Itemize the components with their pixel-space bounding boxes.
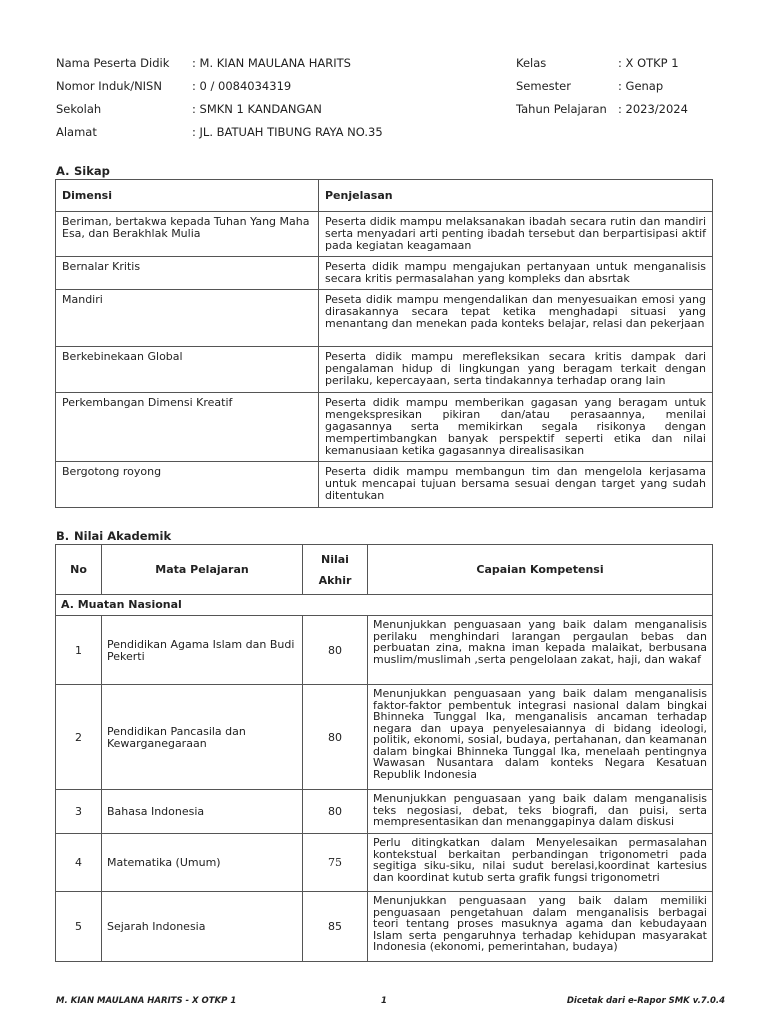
nilai-cell: 80 [303, 685, 368, 790]
akademik-row [56, 790, 713, 834]
info-row [56, 123, 716, 146]
school-label: Sekolah [56, 102, 102, 116]
nilai-cell: 85 [303, 892, 368, 962]
section-title-text: Sikap [74, 164, 110, 178]
capaian-cell: Menunjukkan penguasaan yang baik dalam menganalisis teks negosiasi, debat, teks biografi, dan puisi, serta mempresentasikan dan menanggapinya dalam diskusi [368, 790, 713, 834]
section-akademik-title [56, 529, 171, 543]
penjelasan-cell: Peserta didik mampu memberikan gagasan yang beragam untuk mengekspresikan pikiran dan/atau perasaannya, menilai gagasannya serta memikirkan segala risikonya dengan mempertimbangkan banyak perspektif seperti etika dan nilai kemanusiaan ketika gagasannya direalisasikan [319, 393, 713, 462]
group-row [56, 595, 713, 616]
sikap-table [55, 179, 713, 508]
address-value: : JL. BATUAH TIBUNG RAYA NO.35 [192, 125, 383, 139]
akademik-table [55, 544, 713, 962]
sikap-row [56, 462, 713, 508]
footer-student: M. KIAN MAULANA HARITS - X OTKP 1 [56, 996, 237, 1006]
dimensi-cell: Beriman, bertakwa kepada Tuhan Yang Maha Esa, dan Berakhlak Mulia [56, 212, 319, 257]
nilai-cell: 80 [303, 616, 368, 685]
year-label: Tahun Pelajaran [516, 102, 607, 116]
address-label: Alamat [56, 125, 97, 139]
capaian-cell: Perlu ditingkatkan dalam Menyelesaikan permasalahan kontekstual berkaitan perbandingan trigonometri pada segitiga siku-siku, nilai sudut berelasi,koordinat kartesius dan koordinat kutub serta grafik fungsi trigonometri [368, 834, 713, 892]
mapel-cell: Matematika (Umum) [102, 834, 303, 892]
section-title-text: Nilai Akademik [74, 529, 172, 543]
mapel-cell: Bahasa Indonesia [102, 790, 303, 834]
nilai-header-line1: Nilai [321, 552, 349, 566]
info-row [56, 77, 716, 100]
mapel-cell: Sejarah Indonesia [102, 892, 303, 962]
no-header: No [56, 545, 102, 595]
student-name-value: : M. KIAN MAULANA HARITS [192, 56, 351, 70]
penjelasan-cell: Peserta didik mampu merefleksikan secara kritis dampak dari pengalaman hidup di lingkungan yang beragam terkait dengan perilaku, kepercayaan, serta tindakannya terhadap orang lain [319, 347, 713, 393]
row-number: 5 [56, 892, 102, 962]
sikap-row [56, 212, 713, 257]
nilai-header [303, 545, 368, 595]
dimensi-cell: Mandiri [56, 290, 319, 347]
penjelasan-cell: Peseta didik mampu mengendalikan dan menyesuaikan emosi yang dirasakannya secara tepat ketika menghadapi situasi yang menantang dan menekan pada konteks belajar, relasi dan pekerjaan [319, 290, 713, 347]
dimensi-cell: Bergotong royong [56, 462, 319, 508]
semester-value: : Genap [618, 79, 664, 93]
student-info [56, 54, 716, 146]
class-label: Kelas [516, 56, 547, 70]
penjelasan-cell: Peserta didik mampu mengajukan pertanyaan untuk menganalisis secara kritis permasalahan yang kompleks dan absrtak [319, 257, 713, 290]
info-row [56, 54, 716, 77]
year-value: : 2023/2024 [618, 102, 688, 116]
section-letter: A. [56, 164, 70, 178]
class-value: : X OTKP 1 [618, 56, 679, 70]
mapel-cell: Pendidikan Pancasila dan Kewarganegaraan [102, 685, 303, 790]
nisn-value: : 0 / 0084034319 [192, 79, 292, 93]
row-number: 3 [56, 790, 102, 834]
mapel-cell: Pendidikan Agama Islam dan Budi Pekerti [102, 616, 303, 685]
sikap-row [56, 257, 713, 290]
sikap-header-row [56, 180, 713, 212]
akademik-row [56, 616, 713, 685]
footer-page-number: 1 [381, 996, 387, 1006]
sikap-row [56, 393, 713, 462]
nisn-label: Nomor Induk/NISN [56, 79, 162, 93]
row-number: 4 [56, 834, 102, 892]
akademik-row [56, 892, 713, 962]
nilai-cell: 80 [303, 790, 368, 834]
dimensi-cell: Berkebinekaan Global [56, 347, 319, 393]
footer-printed-by: Dicetak dari e-Rapor SMK v.7.0.4 [566, 996, 725, 1006]
school-value: : SMKN 1 KANDANGAN [192, 102, 322, 116]
nilai-header-line2: Akhir [318, 573, 352, 587]
sikap-row [56, 290, 713, 347]
capaian-cell: Menunjukkan penguasaan yang baik dalam memiliki penguasaan pengetahuan dalam menganalisis berbagai teori tentang proses masuknya agama dan kebudayaan Islam serta pengaruhnya terhadap kehidupan masyarakat Indonesia (ekonomi, pemerintahan, budaya) [368, 892, 713, 962]
penjelasan-cell: Peserta didik mampu melaksanakan ibadah secara rutin dan mandiri serta menyadari arti penting ibadah tersebut dan berpartisipasi aktif pada kegiatan keagamaan [319, 212, 713, 257]
capaian-cell: Menunjukkan penguasaan yang baik dalam menganalisis perilaku menghindari larangan pergaulan bebas dan perbuatan zina, makna iman kepada malaikat, berbusana muslim/muslimah ,serta pengelolaan zakat, haji, dan wakaf [368, 616, 713, 685]
dimensi-cell: Perkembangan Dimensi Kreatif [56, 393, 319, 462]
nilai-cell: 75 [303, 834, 368, 892]
dimensi-header: Dimensi [56, 180, 319, 212]
info-row [56, 100, 716, 123]
capaian-header: Capaian Kompetensi [368, 545, 713, 595]
group-label: A. Muatan Nasional [56, 595, 713, 616]
row-number: 2 [56, 685, 102, 790]
row-number: 1 [56, 616, 102, 685]
section-letter: B. [56, 529, 70, 543]
sikap-row [56, 347, 713, 393]
student-name-label: Nama Peserta Didik [56, 56, 170, 70]
penjelasan-cell: Peserta didik mampu membangun tim dan mengelola kerjasama untuk mencapai tujuan bersama sesuai dengan target yang sudah ditentukan [319, 462, 713, 508]
akademik-header-row [56, 545, 713, 595]
capaian-cell: Menunjukkan penguasaan yang baik dalam menganalisis faktor-faktor pembentuk integrasi nasional dalam bingkai Bhinneka Tunggal Ika, menganalisis ancaman terhadap negara dan upaya penyelesaiannya di bidang ideologi, politik, ekonomi, sosial, budaya, pertahanan, dan keamanan dalam bingkai Bhinneka Tunggal Ika, menelaah pentingnya Wawasan Nusantara dalam konteks Negara Kesatuan Republik Indonesia [368, 685, 713, 790]
semester-label: Semester [516, 79, 571, 93]
akademik-row [56, 834, 713, 892]
section-sikap-title [56, 164, 110, 178]
mapel-header: Mata Pelajaran [102, 545, 303, 595]
penjelasan-header: Penjelasan [319, 180, 713, 212]
akademik-row [56, 685, 713, 790]
dimensi-cell: Bernalar Kritis [56, 257, 319, 290]
